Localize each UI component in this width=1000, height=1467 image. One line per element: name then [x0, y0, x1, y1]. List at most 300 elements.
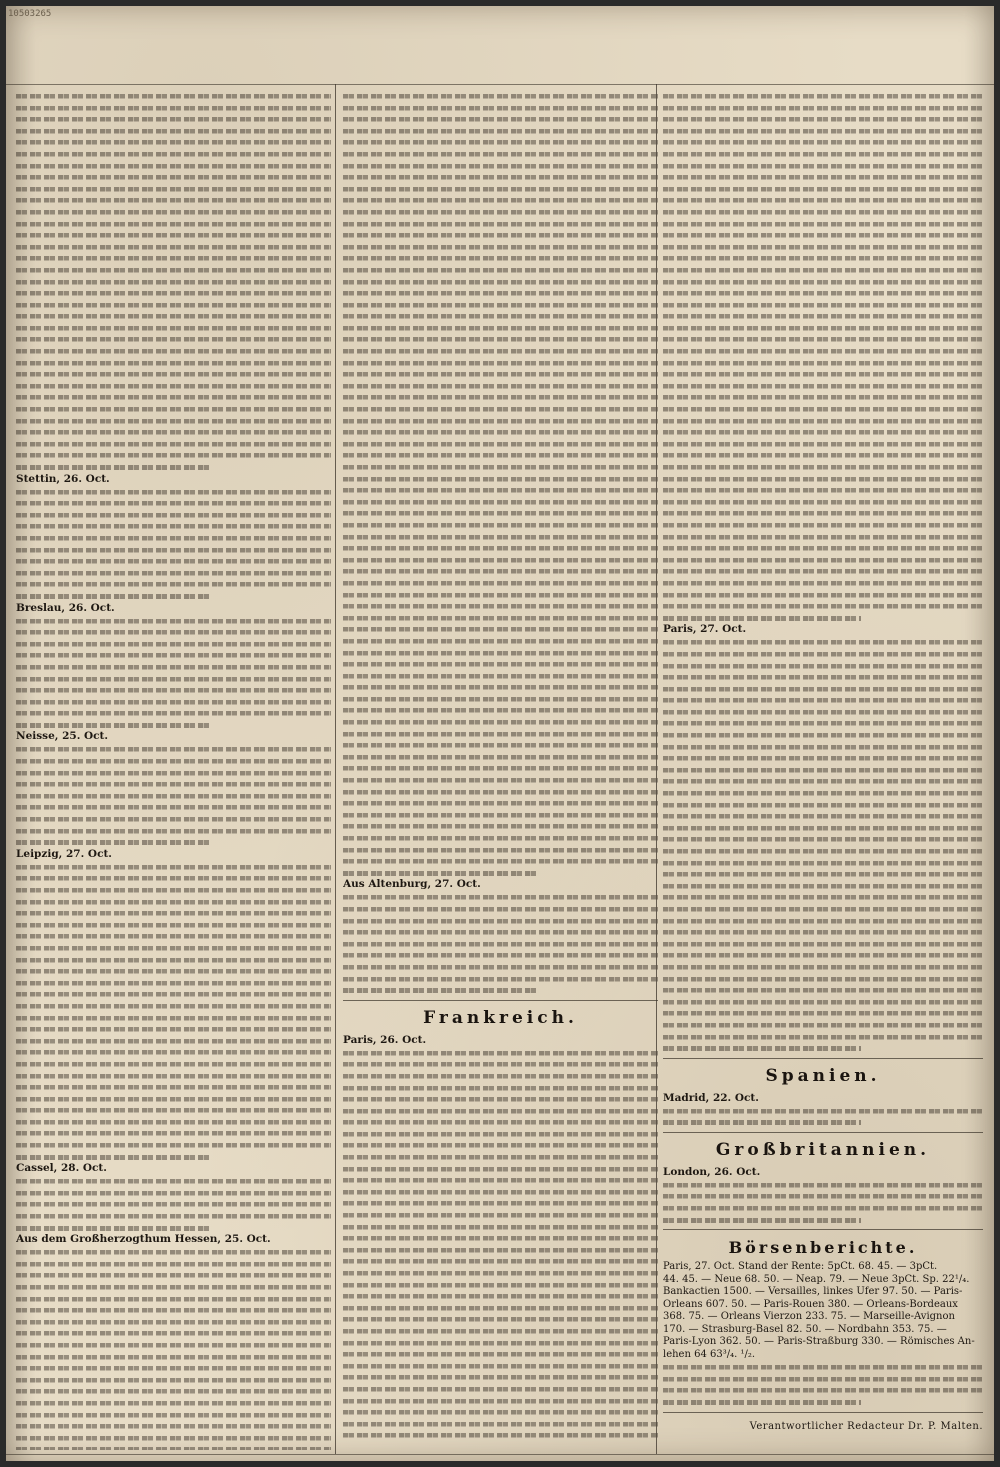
text-line [16, 357, 331, 369]
text-line [343, 310, 658, 322]
market-line: Paris-Lyon 362. 50. — Paris-Straßburg 330. — Römisches An- [663, 1336, 975, 1348]
text-line [343, 565, 658, 577]
text-line [663, 612, 861, 624]
text-line [663, 717, 983, 729]
text-line [343, 1163, 658, 1175]
text-line [663, 1361, 983, 1373]
text-line [16, 696, 331, 708]
page-id: 10503265 [8, 9, 52, 19]
text-line [343, 635, 658, 647]
text-line [343, 1255, 658, 1267]
text-line [343, 716, 658, 728]
text-line [16, 942, 331, 954]
text-line [343, 380, 658, 392]
text-line [663, 938, 983, 950]
text-line [663, 403, 983, 415]
text-line [16, 241, 331, 253]
text-line [663, 102, 983, 114]
section-title-spanien: Spanien. [765, 1065, 881, 1086]
dateline: London, 26. Oct. [663, 1165, 761, 1178]
text-line [343, 1244, 658, 1256]
column-3-text [663, 90, 983, 1432]
text-line [16, 1246, 331, 1258]
text-line [663, 229, 983, 241]
text-line [663, 90, 983, 102]
text-line [343, 1418, 658, 1430]
text-line [343, 612, 658, 624]
text-line [343, 449, 658, 461]
text-line [663, 1396, 861, 1408]
text-line [16, 1139, 331, 1151]
dateline: Aus dem Großherzogthum Hessen, 25. Oct. [16, 1233, 271, 1246]
text-line [16, 1104, 331, 1116]
text-line [343, 1209, 658, 1221]
text-line [16, 509, 331, 521]
text-line [16, 299, 331, 311]
text-line [343, 484, 658, 496]
text-line [343, 194, 658, 206]
text-line [663, 1007, 983, 1019]
text-line [343, 1186, 658, 1198]
text-line [663, 1105, 983, 1117]
text-line [343, 728, 658, 740]
market-line: 44. 45. — Neue 68. 50. — Neap. 79. — Neue 3pCt. Sp. 22¹/₄. [663, 1273, 970, 1285]
column-3 [663, 90, 983, 1450]
text-line [16, 778, 331, 790]
dateline: Madrid, 22. Oct. [663, 1091, 759, 1104]
text-line [663, 787, 983, 799]
text-line [343, 949, 658, 961]
text-line [16, 544, 331, 556]
text-line [663, 880, 983, 892]
text-line [16, 836, 211, 848]
column-1 [16, 90, 331, 1450]
text-line [343, 357, 658, 369]
text-line [16, 684, 331, 696]
text-line [663, 368, 983, 380]
text-line [16, 977, 331, 989]
text-line [663, 996, 983, 1008]
text-line [16, 1351, 331, 1363]
text-line [16, 907, 331, 919]
text-line [343, 461, 658, 473]
text-line [16, 1409, 331, 1421]
text-line [16, 1116, 331, 1128]
text-line [16, 102, 331, 114]
text-line [663, 961, 983, 973]
text-line [343, 333, 658, 345]
text-line [663, 171, 983, 183]
text-line [16, 113, 331, 125]
text-line [343, 832, 658, 844]
text-line [663, 1031, 983, 1043]
text-line [663, 857, 983, 869]
text-line [343, 751, 658, 763]
text-line [343, 299, 658, 311]
text-line [663, 438, 983, 450]
text-line [663, 113, 983, 125]
text-line [343, 855, 658, 867]
text-line [663, 507, 983, 519]
text-line [343, 600, 658, 612]
text-line [16, 1258, 331, 1270]
text-line [343, 1139, 658, 1151]
text-line [343, 1058, 658, 1070]
text-line [343, 368, 658, 380]
text-line [343, 276, 658, 288]
text-line [663, 252, 983, 264]
dateline: Paris, 26. Oct. [343, 1033, 427, 1046]
text-line [343, 206, 658, 218]
text-line [16, 649, 331, 661]
text-line [16, 1023, 331, 1035]
text-line [343, 1406, 658, 1418]
text-line [343, 554, 658, 566]
text-line [343, 1325, 658, 1337]
text-line [343, 670, 658, 682]
text-line [16, 578, 331, 590]
text-line [343, 345, 658, 357]
text-line [343, 438, 658, 450]
text-line [663, 310, 983, 322]
text-line [343, 774, 658, 786]
text-line [663, 1116, 861, 1128]
text-line [16, 1198, 331, 1210]
text-line [16, 707, 331, 719]
text-line [343, 1348, 658, 1360]
text-line [343, 496, 658, 508]
text-line [343, 171, 658, 183]
text-line [16, 276, 331, 288]
text-line [16, 171, 331, 183]
text-line [343, 681, 658, 693]
text-line [663, 473, 983, 485]
text-line [16, 1222, 211, 1234]
text-line [16, 919, 331, 931]
text-line [16, 520, 331, 532]
text-line [16, 322, 331, 334]
text-line [663, 589, 983, 601]
text-line [16, 1397, 331, 1409]
text-line [16, 813, 331, 825]
text-line [16, 229, 331, 241]
text-line [16, 801, 331, 813]
text-line [16, 861, 331, 873]
text-line [16, 719, 211, 731]
text-line [343, 1279, 658, 1291]
text-line [16, 1151, 211, 1163]
text-line [663, 845, 983, 857]
text-line [663, 542, 983, 554]
text-line [663, 706, 983, 718]
market-line: Bankactien 1500. — Versailles, linkes Ufer 97. 50. — Paris- [663, 1286, 963, 1298]
text-line [16, 1187, 331, 1199]
text-line [663, 322, 983, 334]
text-line [343, 1313, 658, 1325]
text-line [663, 1214, 861, 1226]
text-line [663, 764, 983, 776]
text-line [343, 264, 658, 276]
text-line [343, 542, 658, 554]
text-line [16, 1269, 331, 1281]
column-rule-1 [335, 84, 336, 1454]
text-line [343, 915, 658, 927]
text-line [663, 160, 983, 172]
bottom-rule [6, 1454, 994, 1455]
text-line [16, 486, 331, 498]
text-line [663, 660, 983, 672]
text-line [343, 102, 658, 114]
text-line [16, 1374, 331, 1386]
text-line [343, 322, 658, 334]
text-line [663, 554, 983, 566]
text-line [663, 648, 983, 660]
section-title-grossbritannien: Großbritannien. [715, 1139, 931, 1160]
text-line [16, 1035, 331, 1047]
text-line [343, 403, 658, 415]
text-line [343, 1105, 658, 1117]
text-line [16, 345, 331, 357]
text-line [343, 148, 658, 160]
text-line [663, 276, 983, 288]
text-line [663, 671, 983, 683]
text-line [16, 426, 331, 438]
text-line [16, 638, 331, 650]
text-line [343, 391, 658, 403]
text-line [343, 1302, 658, 1314]
text-line [343, 136, 658, 148]
text-line [343, 961, 658, 973]
text-line [16, 661, 331, 673]
text-line [343, 623, 658, 635]
text-line [343, 113, 658, 125]
text-line [16, 1327, 331, 1339]
text-line [663, 600, 983, 612]
text-line [16, 872, 331, 884]
text-line [343, 531, 658, 543]
text-line [343, 241, 658, 253]
text-line [343, 1267, 658, 1279]
text-line [663, 357, 983, 369]
text-line [343, 658, 658, 670]
text-line [343, 287, 658, 299]
text-line [663, 741, 983, 753]
text-line [343, 183, 658, 195]
text-line [343, 1337, 658, 1349]
text-line [343, 820, 658, 832]
text-line [343, 1174, 658, 1186]
text-line [663, 287, 983, 299]
text-line [16, 310, 331, 322]
text-line [343, 984, 538, 996]
text-line [663, 345, 983, 357]
text-line [663, 833, 983, 845]
text-line [343, 1151, 658, 1163]
text-line [663, 218, 983, 230]
text-line [16, 1443, 331, 1450]
text-line [16, 567, 331, 579]
text-line [343, 577, 658, 589]
market-line: Orleans 607. 50. — Paris-Rouen 380. — Orleans-Bordeaux [663, 1298, 958, 1310]
text-line [343, 891, 658, 903]
dateline: Neisse, 25. Oct. [16, 730, 109, 743]
text-line [343, 1360, 658, 1372]
text-line [343, 903, 658, 915]
text-line [16, 743, 331, 755]
text-line [663, 206, 983, 218]
text-line [16, 884, 331, 896]
text-line [16, 415, 331, 427]
text-line [663, 926, 983, 938]
text-line [16, 368, 331, 380]
section-rule [343, 1000, 658, 1001]
text-line [343, 647, 658, 659]
text-line [663, 949, 983, 961]
text-line [663, 496, 983, 508]
text-line [663, 391, 983, 403]
text-line [343, 125, 658, 137]
text-line [16, 1210, 331, 1222]
text-line [663, 415, 983, 427]
text-line [343, 1371, 658, 1383]
text-line [343, 1429, 658, 1441]
text-line [343, 160, 658, 172]
text-line [343, 1070, 658, 1082]
text-line [343, 426, 658, 438]
text-line [16, 1070, 331, 1082]
text-line [16, 380, 331, 392]
market-line: lehen 64 63³/₄. ¹/₂. [663, 1348, 756, 1360]
text-line [16, 1046, 331, 1058]
dateline: Cassel, 28. Oct. [16, 1162, 107, 1175]
text-line [16, 555, 331, 567]
text-line [343, 1093, 658, 1105]
text-line [663, 531, 983, 543]
text-line [343, 926, 658, 938]
text-line [343, 693, 658, 705]
text-line [343, 844, 658, 856]
text-line [663, 1384, 983, 1396]
text-line [663, 183, 983, 195]
text-line [343, 1383, 658, 1395]
text-line [16, 590, 211, 602]
text-line [16, 767, 331, 779]
text-line [16, 252, 331, 264]
text-line [343, 218, 658, 230]
text-line [16, 532, 331, 544]
text-line [16, 1420, 331, 1432]
text-line [16, 1293, 331, 1305]
text-line [16, 1316, 331, 1328]
section-rule [663, 1412, 983, 1413]
dateline: Paris, 27. Oct. [663, 623, 747, 636]
text-line [16, 1058, 331, 1070]
text-line [343, 90, 658, 102]
text-line [16, 136, 331, 148]
column-2-text [343, 90, 658, 1441]
text-line [343, 252, 658, 264]
text-line [663, 775, 983, 787]
text-line [16, 125, 331, 137]
text-line [663, 449, 983, 461]
text-line [16, 790, 331, 802]
text-line [663, 333, 983, 345]
text-line [343, 1082, 658, 1094]
dateline: Breslau, 26. Oct. [16, 601, 115, 614]
text-line [663, 915, 983, 927]
text-line [663, 565, 983, 577]
text-line [663, 752, 983, 764]
dateline: Stettin, 26. Oct. [16, 472, 110, 485]
column-1-text [16, 90, 331, 1450]
text-line [343, 1116, 658, 1128]
dateline: Leipzig, 27. Oct. [16, 847, 112, 860]
text-line [343, 507, 658, 519]
text-line [663, 822, 983, 834]
section-title-boersenberichte: Börsenberichte. [728, 1238, 918, 1258]
text-line [663, 136, 983, 148]
newspaper-page [6, 6, 994, 1461]
text-line [343, 973, 658, 985]
text-line [16, 497, 331, 509]
text-line [343, 229, 658, 241]
text-line [343, 1232, 658, 1244]
text-line [16, 1281, 331, 1293]
text-line [663, 729, 983, 741]
text-line [16, 183, 331, 195]
text-line [663, 683, 983, 695]
market-line: Paris, 27. Oct. Stand der Rente: 5pCt. 68. 45. — 3pCt. [663, 1261, 938, 1273]
text-line [663, 461, 983, 473]
text-line [16, 1000, 331, 1012]
text-line [16, 825, 331, 837]
text-line [343, 867, 538, 879]
text-line [16, 1362, 331, 1374]
market-line: 368. 75. — Orleans Vierzon 233. 75. — Marseille-Avignon [663, 1311, 955, 1323]
text-line [16, 287, 331, 299]
text-line [343, 704, 658, 716]
text-line [663, 1179, 983, 1191]
text-line [16, 148, 331, 160]
text-line [343, 1128, 658, 1140]
text-line [16, 1304, 331, 1316]
text-line [16, 449, 331, 461]
section-rule [663, 1132, 983, 1133]
text-line [16, 160, 331, 172]
text-line [343, 1290, 658, 1302]
text-line [663, 903, 983, 915]
text-line [343, 589, 658, 601]
dateline: Aus Altenburg, 27. Oct. [343, 878, 481, 891]
text-line [343, 938, 658, 950]
text-line [663, 426, 983, 438]
text-line [16, 988, 331, 1000]
text-line [343, 1047, 658, 1059]
text-line [16, 965, 331, 977]
text-line [663, 264, 983, 276]
text-line [663, 799, 983, 811]
text-line [663, 973, 983, 985]
text-line [16, 1385, 331, 1397]
text-line [663, 484, 983, 496]
text-line [663, 1190, 983, 1202]
text-line [663, 1042, 861, 1054]
text-line [663, 125, 983, 137]
market-line: 170. — Strasburg-Basel 82. 50. — Nordbahn 353. 75. — [663, 1323, 947, 1335]
text-line [343, 762, 658, 774]
text-line [663, 1202, 983, 1214]
text-line [663, 868, 983, 880]
